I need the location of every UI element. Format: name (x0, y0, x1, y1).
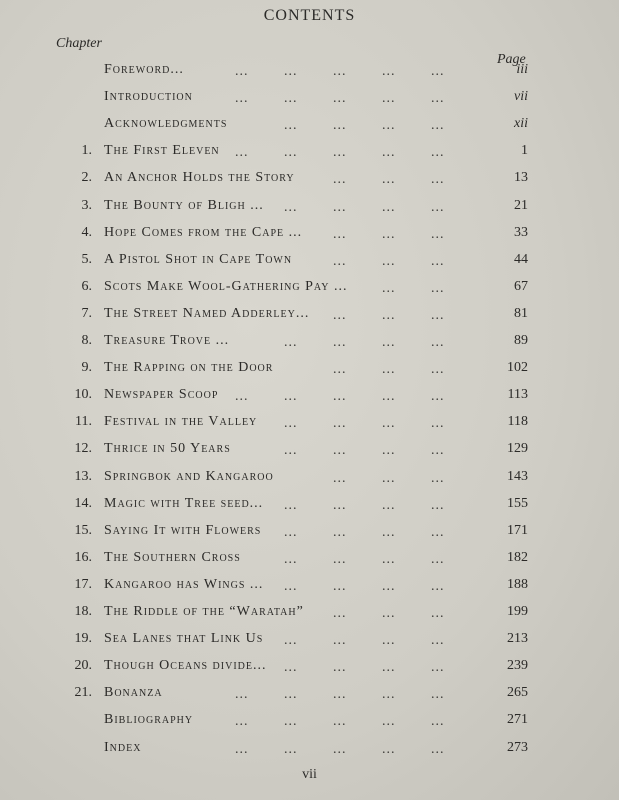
toc-entry-number: 21. (74, 685, 92, 701)
toc-entry-number: 2. (81, 170, 92, 186)
toc-entry-number: 14. (74, 495, 92, 511)
toc-entry: 18. ... ... ... The Riddle of the “Waratah” 199 (0, 604, 619, 630)
toc-entry-number: 4. (81, 224, 92, 240)
toc-entry-title: Sea Lanes that Link Us (104, 631, 264, 647)
toc-entry-page: 188 (507, 576, 528, 592)
toc-entry-number: 7. (81, 305, 92, 321)
toc-entry-page: 81 (514, 305, 528, 321)
toc-entry-title: Newspaper Scoop (104, 387, 219, 403)
toc-entry-title: Springbok and Kangaroo (104, 468, 274, 484)
toc-entry-title: Saying It with Flowers (104, 522, 262, 538)
toc-entry-page: 21 (514, 197, 528, 213)
toc-entry-page: vii (514, 89, 528, 105)
toc-entry-number: 17. (74, 576, 92, 592)
toc-entry-page: 102 (507, 360, 528, 376)
toc-entry: ... ... ... ... ... Bibliography 271 (104, 712, 528, 730)
toc-entry-number: 6. (81, 278, 92, 294)
toc-entry-title: Hope Comes from the Cape ... (104, 224, 303, 240)
toc-entry: 5. ... ... ... A Pistol Shot in Cape Town 44 (0, 252, 619, 278)
toc-entry: 2. ... ... ... An Anchor Holds the Story 13 (0, 170, 619, 196)
toc-entry-number: 20. (74, 658, 92, 674)
page-title: CONTENTS (263, 7, 356, 24)
toc-entry-number: 13. (74, 468, 92, 484)
toc-entry-title: Foreword... (104, 62, 184, 77)
toc-entry-title: The Street Named Adderley... (104, 305, 310, 321)
toc-entry: ... ... ... ... ... Foreword... iii (104, 62, 528, 79)
toc-entry: ... ... ... ... ... Index 273 (104, 739, 528, 757)
toc-entry-title: Festival in the Valley (104, 414, 258, 430)
toc-entry-number: 11. (75, 414, 92, 430)
toc-entry-page: 182 (507, 549, 528, 565)
page-number-footer: vii (302, 767, 317, 782)
toc-entry-page: 171 (507, 522, 528, 538)
toc-entry: 9. ... ... ... The Rapping on the Door 102 (0, 360, 619, 386)
toc-entry: 10. ... ... ... ... ... Newspaper Scoop 113 (0, 387, 619, 413)
toc-entry-page: 143 (507, 468, 528, 484)
toc-entry-page: 13 (514, 170, 528, 186)
toc-entry-page: 271 (507, 712, 528, 728)
toc-entry: ... ... ... ... ... Introduction vii (104, 89, 528, 107)
toc-entry: 7. ... ... ... The Street Named Adderley... 81 (0, 306, 619, 332)
toc-entry-title: The First Eleven (104, 143, 220, 159)
toc-entry-title: Introduction (104, 89, 193, 105)
toc-entry-title: Bonanza (104, 685, 163, 701)
toc-entry: 8. ... ... ... ... Treasure Trove ... 89 (0, 333, 619, 359)
toc-entry-page: 199 (507, 604, 528, 619)
toc-entry-page: 265 (507, 685, 528, 701)
toc-entry-title: Thrice in 50 Years (104, 441, 231, 457)
toc-entry: 3. ... ... ... ... The Bounty of Bligh ... 21 (0, 198, 619, 224)
toc-entry-number: 19. (74, 631, 92, 647)
toc-entry: 1. ... ... ... ... ... The First Eleven 1 (0, 143, 619, 169)
toc-entry: 4. ... ... ... Hope Comes from the Cape ... 33 (0, 225, 619, 251)
toc-entry-page: 273 (507, 739, 528, 755)
toc-entry-number: 8. (81, 333, 92, 348)
toc-entry: 14. ... ... ... ... Magic with Tree seed... 155 (0, 496, 619, 522)
toc-entry: 21. ... ... ... ... ... Bonanza 265 (0, 685, 619, 711)
toc-entry: 16. ... ... ... ... The Southern Cross 182 (0, 550, 619, 576)
toc-entry-number: 15. (74, 522, 92, 538)
toc-entry-title: Index (104, 739, 142, 755)
toc-entry-number: 5. (81, 251, 92, 267)
toc-entry-title: The Southern Cross (104, 549, 241, 565)
toc-entry-page: 89 (514, 333, 528, 348)
toc-entry-title: Scots Make Wool-Gathering Pay ... (104, 278, 348, 294)
toc-entry: 17. ... ... ... ... Kangaroo has Wings ... 188 (0, 577, 619, 603)
page-column-header: Page (497, 52, 526, 67)
toc-entry-title: A Pistol Shot in Cape Town (104, 251, 293, 267)
toc-entry-page: 33 (514, 224, 528, 240)
toc-entry-title: Magic with Tree seed... (104, 495, 264, 511)
toc-entry-title: The Riddle of the “Waratah” (104, 604, 304, 619)
toc-entry-title: Acknowledgments (104, 116, 228, 132)
toc-entry-title: The Rapping on the Door (104, 360, 274, 376)
toc-entry-number: 1. (81, 143, 92, 159)
toc-entry-number: 9. (81, 360, 92, 376)
toc-entry-title: The Bounty of Bligh ... (104, 197, 264, 213)
toc-entry: 11. ... ... ... ... Festival in the Valley 118 (0, 414, 619, 440)
toc-entry-page: 239 (507, 658, 528, 674)
toc-entry-page: xii (514, 116, 528, 132)
toc-entry-page: 113 (507, 387, 528, 403)
toc-entry-number: 3. (81, 197, 92, 213)
toc-entry: 19. ... ... ... ... Sea Lanes that Link Us 213 (0, 631, 619, 657)
toc-entry-title: Kangaroo has Wings ... (104, 576, 264, 592)
chapter-column-header: Chapter (56, 36, 102, 51)
toc-entry: 6. ... ... Scots Make Wool-Gathering Pay ... 67 (0, 279, 619, 305)
toc-entry-number: 10. (74, 387, 92, 403)
toc-entry-number: 12. (74, 441, 92, 457)
toc-entry-number: 18. (74, 604, 92, 619)
toc-entry-title: An Anchor Holds the Story (104, 170, 295, 186)
toc-entry-page: 1 (521, 143, 528, 159)
toc-entry-page: 155 (507, 495, 528, 511)
toc-entry: 13. ... ... ... Springbok and Kangaroo 143 (0, 469, 619, 495)
toc-entry: 20. ... ... ... ... Though Oceans divide... 239 (0, 658, 619, 684)
toc-entry: ... ... ... ... Acknowledgments xii (104, 116, 528, 134)
toc-entry: 15. ... ... ... ... Saying It with Flowers 171 (0, 523, 619, 549)
toc-entry-page: 118 (507, 414, 528, 430)
toc-entry-number: 16. (74, 549, 92, 565)
toc-entry-page: 67 (514, 278, 528, 294)
toc-entry-page: 44 (514, 251, 528, 267)
toc-entry-page: 213 (507, 631, 528, 647)
toc-entry-page: 129 (507, 441, 528, 457)
toc-entry-title: Bibliography (104, 712, 194, 728)
toc-entry: 12. ... ... ... ... Thrice in 50 Years 129 (0, 441, 619, 467)
toc-entry-page: iii (516, 62, 528, 77)
toc-entry-title: Treasure Trove ... (104, 333, 230, 348)
toc-entry-title: Though Oceans divide... (104, 658, 267, 674)
